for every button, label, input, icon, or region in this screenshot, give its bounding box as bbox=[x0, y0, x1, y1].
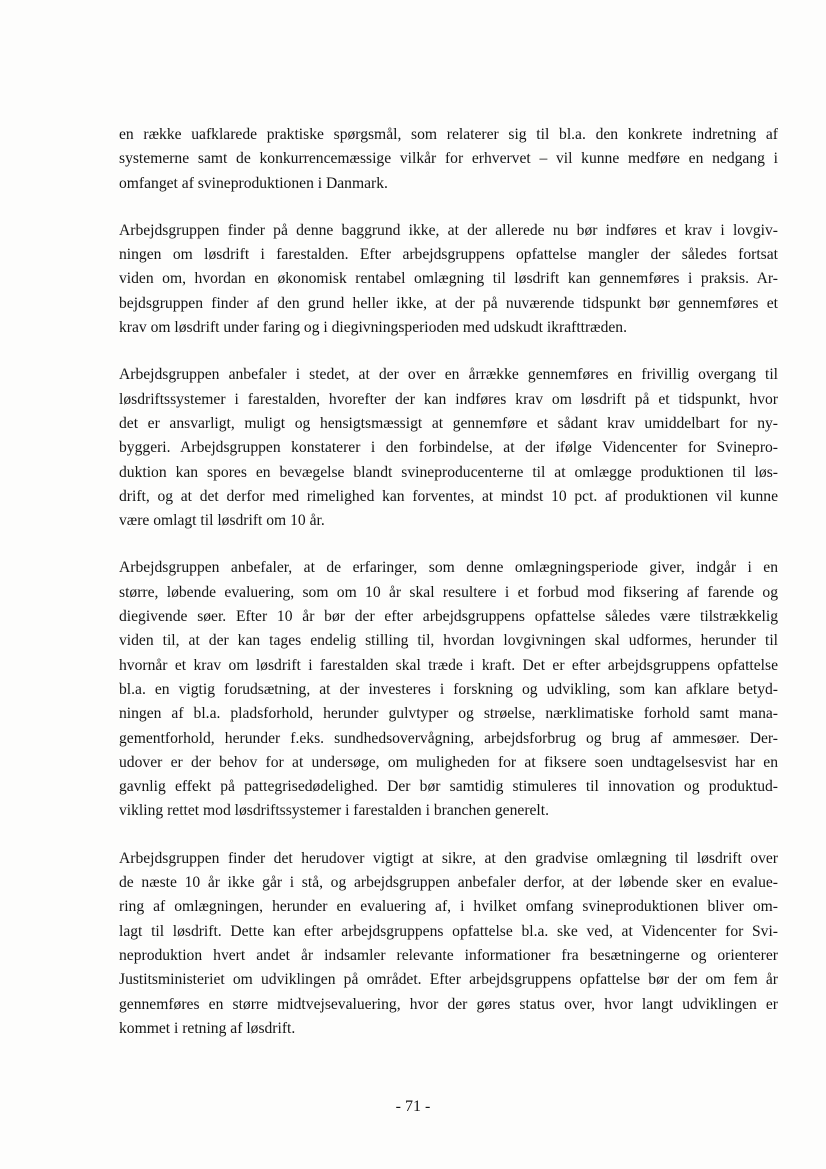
text-line: bl.a. en vigtig forudsætning, at der investeres i forskning og udvikling, som kan afklare betyd- bbox=[119, 680, 778, 698]
text-line: vikling rettet mod løsdriftssystemer i farestalden i branchen generelt. bbox=[119, 802, 549, 820]
text-line: ring af omlægningen, herunder en evaluering af, i hvilket omfang svineproduktionen bliver om- bbox=[119, 898, 778, 916]
text-line: krav om løsdrift under faring og i diegivningsperioden med udskudt ikrafttræden. bbox=[119, 319, 627, 337]
text-line: duktion kan spores en bevægelse blandt svineproducenterne til at omlægge produktionen til løs- bbox=[119, 463, 778, 481]
text-line: ningen af bl.a. pladsforhold, herunder gulvtyper og strøelse, nærklimatiske forhold samt mana- bbox=[119, 705, 778, 723]
text-line: Arbejdsgruppen anbefaler, at de erfaringer, som denne omlægningsperiode giver, indgår i en bbox=[119, 559, 778, 577]
text-line: gennemføres en større midtvejsevaluering, hvor der gøres status over, hvor langt udviklingen er bbox=[119, 995, 778, 1013]
text-line: hvornår et krav om løsdrift i farestalden skal træde i kraft. Det er efter arbejdsgruppens opfattelse bbox=[119, 656, 778, 674]
text-line: diegivende søer. Efter 10 år bør der efter arbejdsgruppens opfattelse således være tilstrækkelig bbox=[119, 608, 778, 626]
body-text bbox=[119, 123, 778, 1041]
text-line: Arbejdsgruppen anbefaler i stedet, at der over en årrække gennemføres en frivillig overgang til bbox=[119, 366, 778, 384]
text-line: omfanget af svineproduktionen i Danmark. bbox=[119, 174, 388, 192]
text-line: en række uafklarede praktiske spørgsmål, som relaterer sig til bl.a. den konkrete indretning af bbox=[119, 126, 778, 143]
paragraph-5 bbox=[119, 847, 778, 1041]
text-line: ningen om løsdrift i farestalden. Efter arbejdsgruppens opfattelse mangler der således fortsat bbox=[119, 246, 778, 264]
text-line: gementforhold, herunder f.eks. sundhedsovervågning, arbejdsforbrug og brug af ammesøer. Der- bbox=[119, 729, 778, 747]
text-line: større, løbende evaluering, som om 10 år skal resultere i et forbud mod fiksering af farende og bbox=[119, 583, 778, 601]
paragraph-1 bbox=[119, 123, 778, 196]
text-line: være omlagt til løsdrift om 10 år. bbox=[119, 512, 325, 530]
text-line: byggeri. Arbejdsgruppen konstaterer i den forbindelse, at der ifølge Videncenter for Svinepro- bbox=[119, 439, 778, 457]
text-line: udover er der behov for at undersøge, om muligheden for at fiksere soen undtagelsesvist har en bbox=[119, 753, 778, 771]
text-line: neproduktion hvert andet år indsamler relevante informationer fra besætningerne og orienterer bbox=[119, 946, 778, 964]
text-line: viden til, at der kan tages endelig stilling til, hvordan lovgivningen skal udformes, herunder til bbox=[119, 632, 778, 650]
paragraph-2 bbox=[119, 219, 778, 340]
text-line: Arbejdsgruppen finder på denne baggrund ikke, at der allerede nu bør indføres et krav i lovgiv- bbox=[119, 221, 778, 239]
paragraph-3 bbox=[119, 363, 778, 533]
text-line: løsdriftssystemer i farestalden, hvorefter der kan indføres krav om løsdrift på et tidspunkt, hvor bbox=[119, 390, 778, 408]
paragraph-4 bbox=[119, 556, 778, 823]
text-line: de næste 10 år ikke går i stå, og arbejdsgruppen anbefaler derfor, at der løbende sker en evalue- bbox=[119, 874, 778, 892]
text-line: systemerne samt de konkurrencemæssige vilkår for erhvervet – vil kunne medføre en nedgang i bbox=[119, 150, 778, 168]
text-line: viden om, hvordan en økonomisk rentabel omlægning til løsdrift kan gennemføres i praksis. Ar- bbox=[119, 270, 778, 288]
text-line: Justitsministeriet om udviklingen på området. Efter arbejdsgruppens opfattelse bør der om fem år bbox=[119, 971, 778, 989]
text-line: lagt til løsdrift. Dette kan efter arbejdsgruppens opfattelse bl.a. ske ved, at Videncenter for Svi- bbox=[119, 922, 778, 940]
text-line: kommet i retning af løsdrift. bbox=[119, 1019, 296, 1037]
text-line: bejdsgruppen finder af den grund heller ikke, at der på nuværende tidspunkt bør gennemføres et bbox=[119, 294, 778, 312]
page-number: - 71 - bbox=[395, 1098, 431, 1115]
text-line: gavnlig effekt på pattegrisedødelighed. Der bør samtidig stimuleres til innovation og produktud- bbox=[119, 778, 778, 796]
text-line: drift, og at det derfor med rimelighed kan forventes, at mindst 10 pct. af produktionen vil kunne bbox=[119, 487, 778, 505]
text-line: det er ansvarligt, muligt og hensigtsmæssigt at gennemføre et sådant krav umiddelbart for ny- bbox=[119, 414, 778, 432]
text-line: Arbejdsgruppen finder det herudover vigtigt at sikre, at den gradvise omlægning til løsdrift over bbox=[119, 849, 778, 867]
